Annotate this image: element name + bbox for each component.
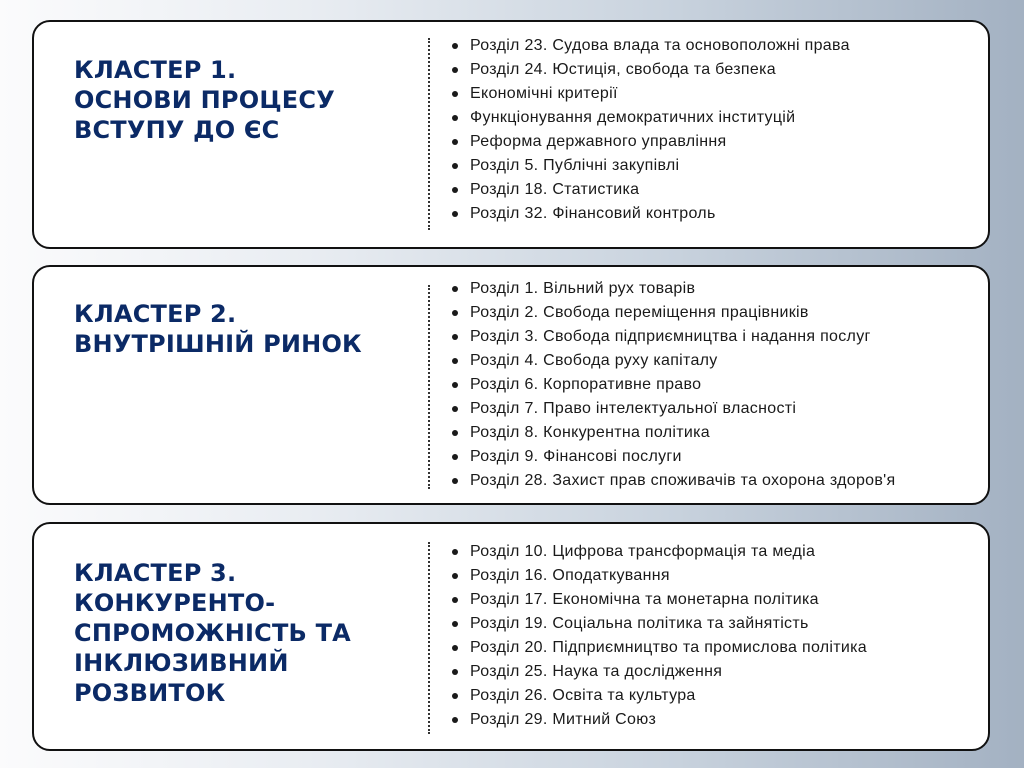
bullet-icon (452, 115, 458, 121)
dotted-divider (428, 285, 430, 489)
bullet-icon (452, 717, 458, 723)
bullet-icon (452, 91, 458, 97)
list-item-label: Функціонування демократичних інституцій (470, 109, 796, 126)
list-item (448, 660, 867, 684)
cluster-title-line: КЛАСТЕР 3. (74, 559, 237, 587)
bullet-icon (452, 454, 458, 460)
list-item-label: Розділ 28. Захист прав споживачів та охорона здоров'я (470, 472, 896, 489)
bullet-icon (452, 67, 458, 73)
list-item-label: Розділ 9. Фінансові послуги (470, 448, 682, 465)
cluster-title-line: РОЗВИТОК (74, 679, 226, 707)
bullet-icon (452, 211, 458, 217)
bullet-icon (452, 358, 458, 364)
list-item-label: Розділ 3. Свобода підприємництва і надання послуг (470, 328, 871, 345)
list-item-label: Розділ 2. Свобода переміщення працівників (470, 304, 809, 321)
cluster-title-line: ОСНОВИ ПРОЦЕСУ (74, 86, 335, 114)
dotted-divider (428, 38, 430, 230)
list-item (448, 58, 850, 82)
bullet-icon (452, 163, 458, 169)
cluster-card-2 (32, 265, 990, 505)
bullet-icon (452, 693, 458, 699)
list-item-label: Розділ 24. Юстиція, свобода та безпека (470, 61, 776, 78)
list-item (448, 612, 867, 636)
list-item-label: Розділ 18. Статистика (470, 181, 640, 198)
bullet-icon (452, 549, 458, 555)
list-item-label: Розділ 26. Освіта та культура (470, 687, 696, 704)
list-item-label: Реформа державного управління (470, 133, 727, 150)
list-item (448, 469, 895, 493)
list-item-label: Розділ 8. Конкурентна політика (470, 424, 710, 441)
list-item (448, 421, 895, 445)
list-item-label: Розділ 4. Свобода руху капіталу (470, 352, 718, 369)
chapter-list (448, 277, 895, 493)
cluster-card-1 (32, 20, 990, 249)
list-item-label: Розділ 19. Соціальна політика та зайнятість (470, 615, 809, 632)
cluster-title-line: СПРОМОЖНІСТЬ ТА (74, 619, 351, 647)
bullet-icon (452, 645, 458, 651)
list-item-label: Розділ 20. Підприємництво та промислова політика (470, 639, 868, 656)
list-item-label: Розділ 1. Вільний рух товарів (470, 280, 696, 297)
cluster-card-3 (32, 522, 990, 751)
list-item (448, 130, 850, 154)
list-item-label: Розділ 6. Корпоративне право (470, 376, 702, 393)
list-item-label: Економічні критерії (470, 85, 618, 102)
bullet-icon (452, 669, 458, 675)
list-item (448, 564, 867, 588)
cluster-title-line: КЛАСТЕР 1. (74, 56, 237, 84)
list-item (448, 349, 895, 373)
list-item (448, 202, 850, 226)
cluster-title-line: КОНКУРЕНТО- (74, 589, 276, 617)
bullet-icon (452, 573, 458, 579)
cluster-title-line: КЛАСТЕР 2. (74, 300, 237, 328)
bullet-icon (452, 406, 458, 412)
bullet-icon (452, 478, 458, 484)
list-item (448, 325, 895, 349)
list-item-label: Розділ 10. Цифрова трансформація та медіа (470, 543, 816, 560)
list-item-label: Розділ 7. Право інтелектуальної власності (470, 400, 797, 417)
list-item (448, 82, 850, 106)
list-item-label: Розділ 23. Судова влада та основоположні права (470, 37, 850, 54)
chapter-list (448, 540, 867, 732)
list-item-label: Розділ 5. Публічні закупівлі (470, 157, 680, 174)
list-item-label: Розділ 29. Митний Союз (470, 711, 657, 728)
list-item (448, 106, 850, 130)
cluster-title-line: ВСТУПУ ДО ЄС (74, 116, 280, 144)
list-item (448, 588, 867, 612)
list-item (448, 178, 850, 202)
list-item (448, 34, 850, 58)
bullet-icon (452, 310, 458, 316)
bullet-icon (452, 430, 458, 436)
chapter-list (448, 34, 850, 226)
list-item (448, 636, 867, 660)
bullet-icon (452, 621, 458, 627)
list-item (448, 684, 867, 708)
list-item-label: Розділ 32. Фінансовий контроль (470, 205, 716, 222)
list-item (448, 277, 895, 301)
bullet-icon (452, 43, 458, 49)
bullet-icon (452, 139, 458, 145)
list-item-label: Розділ 25. Наука та дослідження (470, 663, 723, 680)
dotted-divider (428, 542, 430, 734)
list-item (448, 445, 895, 469)
list-item (448, 708, 867, 732)
list-item (448, 154, 850, 178)
list-item-label: Розділ 16. Оподаткування (470, 567, 670, 584)
list-item (448, 397, 895, 421)
bullet-icon (452, 286, 458, 292)
cluster-title (74, 55, 404, 145)
cluster-title (74, 558, 404, 708)
cluster-title (74, 299, 404, 359)
list-item (448, 373, 895, 397)
bullet-icon (452, 597, 458, 603)
bullet-icon (452, 334, 458, 340)
list-item (448, 540, 867, 564)
list-item-label: Розділ 17. Економічна та монетарна політика (470, 591, 819, 608)
list-item (448, 301, 895, 325)
bullet-icon (452, 187, 458, 193)
cluster-title-line: ВНУТРІШНІЙ РИНОК (74, 330, 362, 358)
bullet-icon (452, 382, 458, 388)
cluster-title-line: ІНКЛЮЗИВНИЙ (74, 649, 289, 677)
